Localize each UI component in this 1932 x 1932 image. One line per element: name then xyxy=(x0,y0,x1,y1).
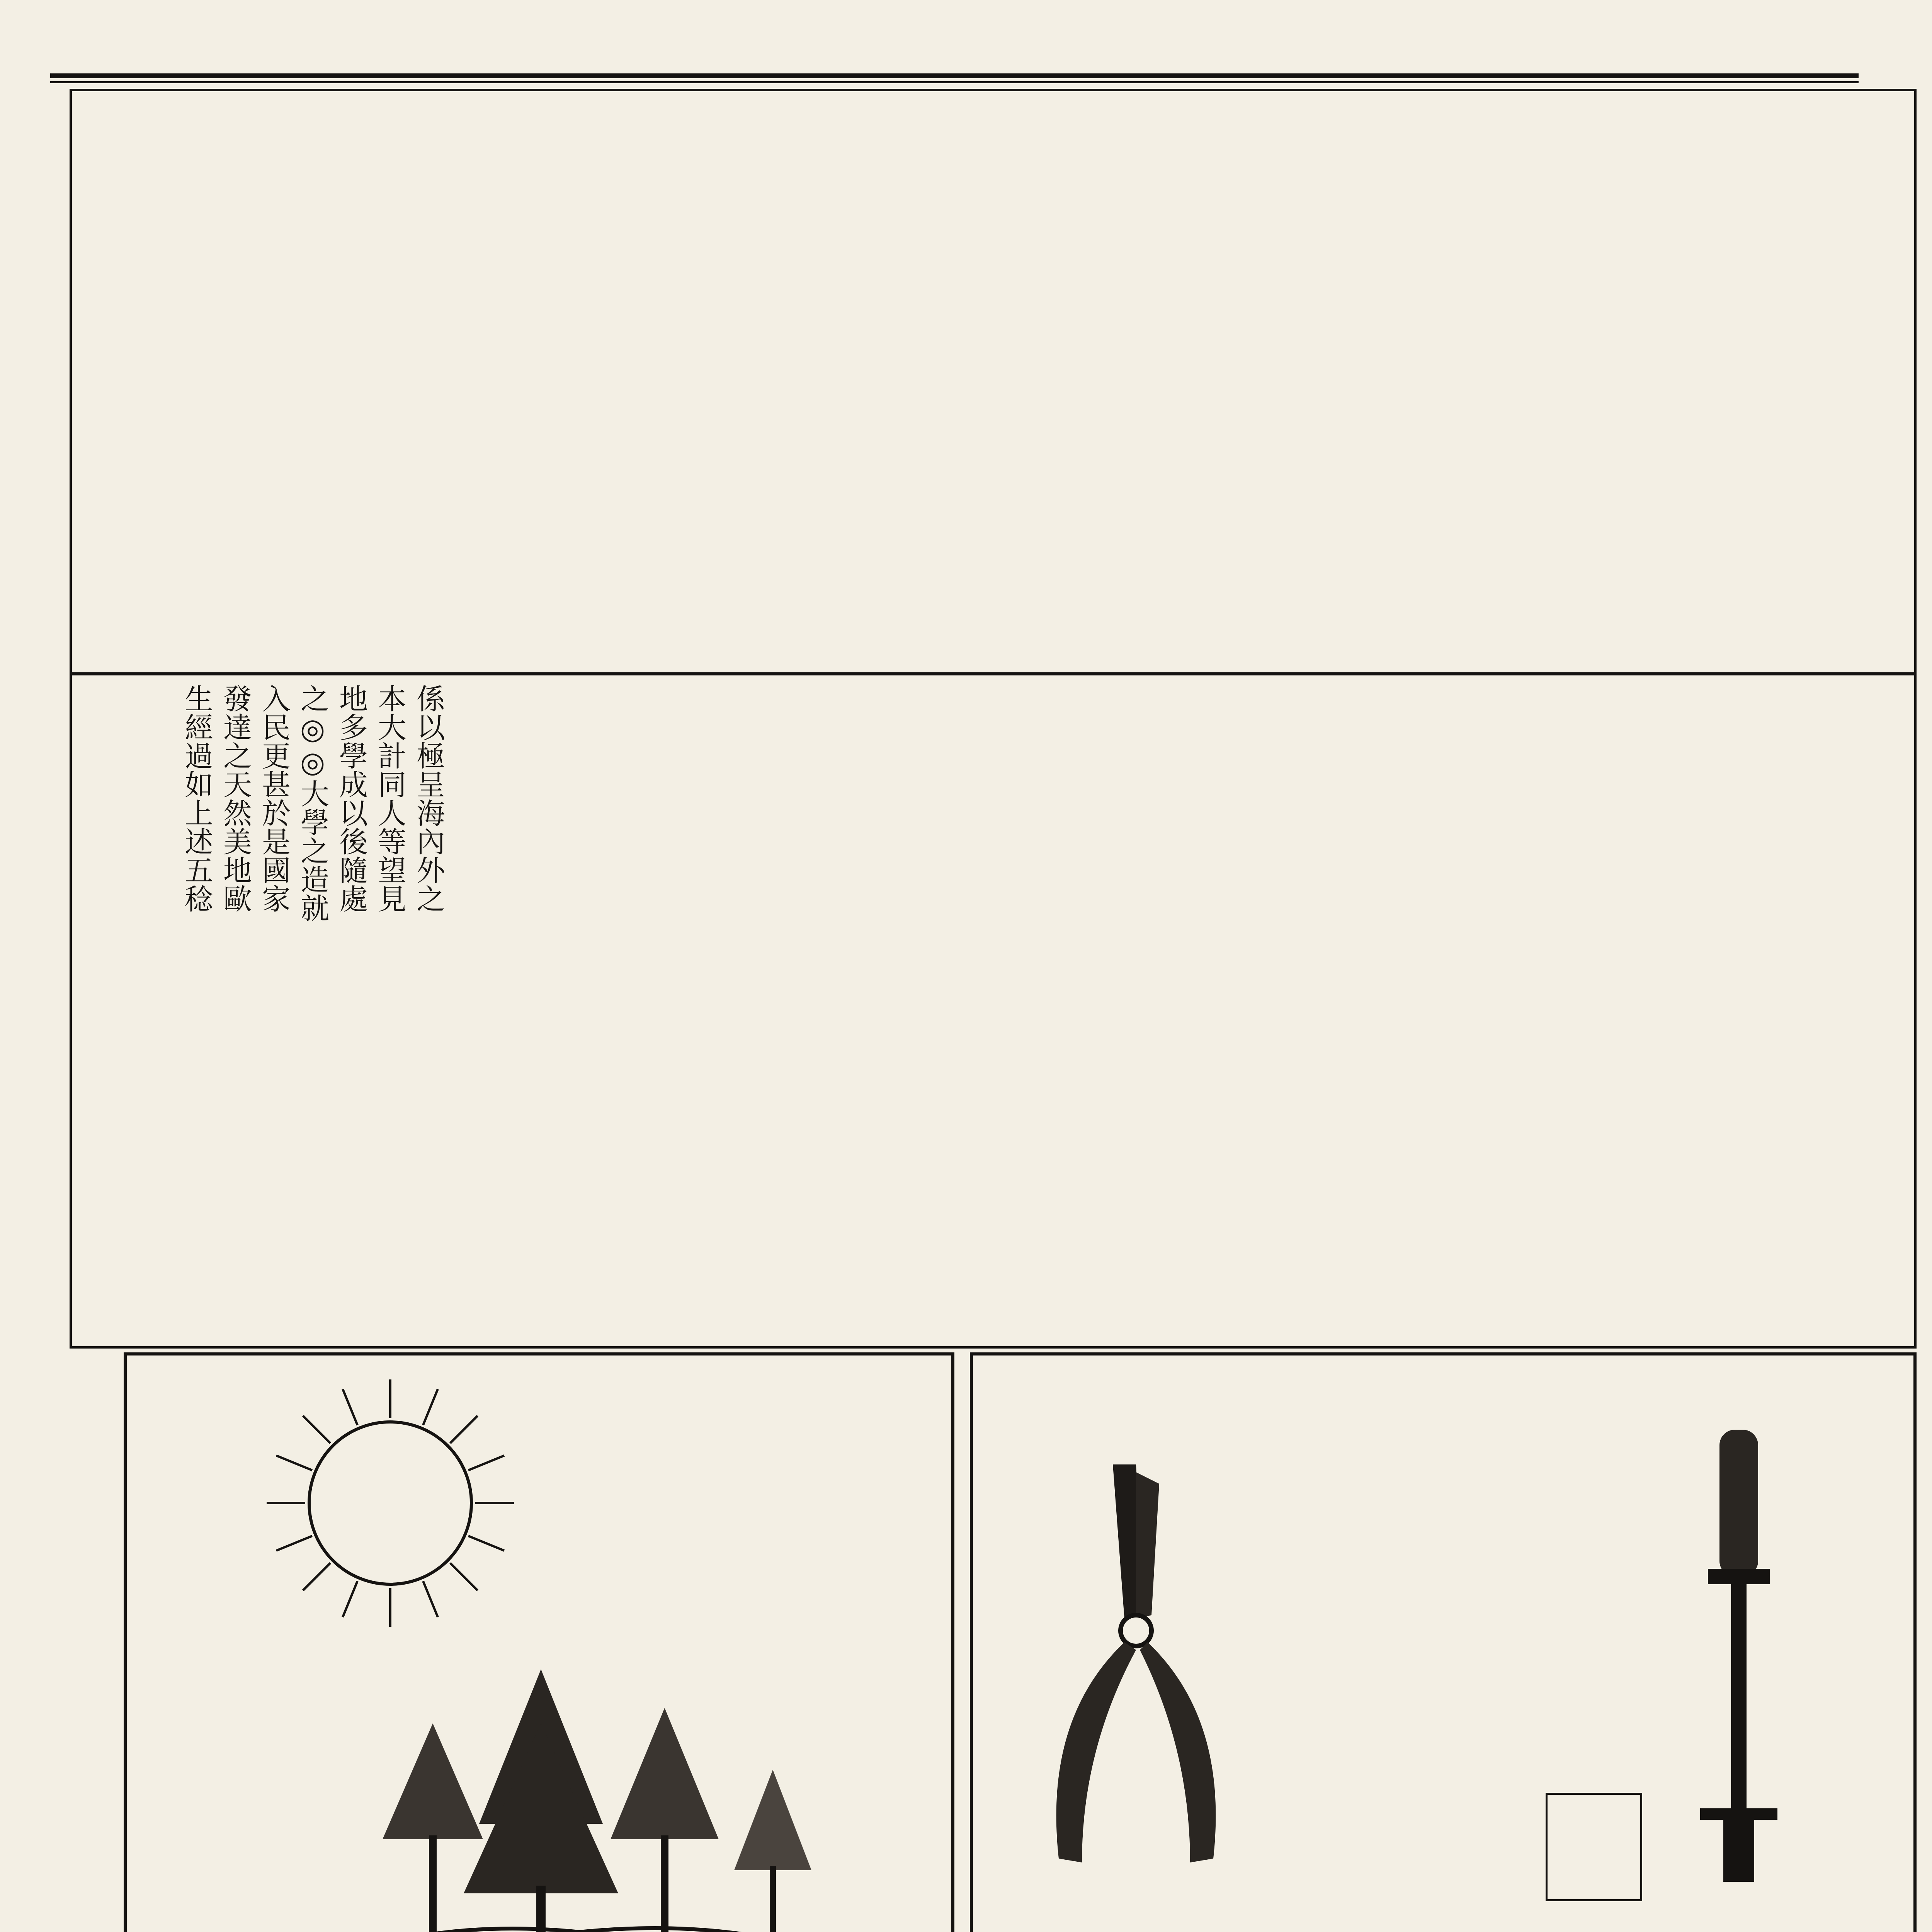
article-column xyxy=(1573,684,1613,1333)
article-column: 係以極呈海內外之 xyxy=(412,684,445,913)
article-column xyxy=(836,100,879,665)
article-column: 之◎◎大學之造就 xyxy=(296,684,329,922)
article-column xyxy=(645,684,685,1333)
hammer-icon xyxy=(1662,1422,1816,1909)
article-column xyxy=(570,100,614,665)
masthead xyxy=(0,0,1932,89)
article-column xyxy=(471,684,512,1333)
article-column xyxy=(637,100,680,665)
article-column xyxy=(105,100,148,665)
motto-box xyxy=(1546,1793,1642,1901)
article-column: 發達之天然美地歐 xyxy=(219,684,252,913)
price-list-2 xyxy=(185,1376,228,1723)
article-column xyxy=(1862,684,1903,1333)
article-column xyxy=(238,100,281,665)
article-column: 本大計同人等望見 xyxy=(373,684,406,913)
article-column xyxy=(504,100,547,665)
article-column xyxy=(1501,100,1544,665)
article-column xyxy=(903,100,946,665)
article-column xyxy=(703,684,743,1333)
article-column xyxy=(935,684,975,1333)
article-column xyxy=(703,100,747,665)
article-subhead xyxy=(1747,209,1797,402)
article-column xyxy=(1235,100,1278,665)
article-column xyxy=(1634,100,1677,665)
price-list-3 xyxy=(147,1797,189,1932)
article-column xyxy=(1225,684,1265,1333)
article-column xyxy=(877,684,917,1333)
article-column xyxy=(172,100,215,665)
article-headline xyxy=(1808,93,1866,665)
price-list-4 xyxy=(185,1797,228,1932)
article-column xyxy=(1109,684,1149,1333)
article-column xyxy=(1747,684,1787,1333)
article-column xyxy=(587,684,628,1333)
article-column xyxy=(1341,684,1381,1333)
article-column xyxy=(1368,100,1411,665)
article-column xyxy=(1804,684,1845,1333)
article-column xyxy=(1399,684,1439,1333)
article-column xyxy=(1689,684,1729,1333)
article-column xyxy=(1700,100,1743,665)
article-column xyxy=(1567,100,1611,665)
article-column xyxy=(1301,100,1345,665)
article-column xyxy=(1036,100,1079,665)
article-footer-note xyxy=(116,935,155,1321)
pliers-icon xyxy=(997,1449,1267,1893)
article-column xyxy=(304,100,348,665)
article-column: 生經過如上述五稔 xyxy=(180,684,213,913)
article-column xyxy=(1631,684,1671,1333)
article-column xyxy=(529,684,570,1333)
article-column: 地多學成以後隨處 xyxy=(335,684,368,913)
article-column: 入民更甚於是國家 xyxy=(257,684,291,913)
article-column xyxy=(1515,684,1555,1333)
article-column xyxy=(1457,684,1497,1333)
article-column xyxy=(371,100,414,665)
sun-badge-icon xyxy=(263,1376,518,1631)
article-column xyxy=(993,684,1033,1333)
article-column xyxy=(819,684,859,1333)
price-list-1 xyxy=(147,1376,189,1723)
article-column xyxy=(1102,100,1145,665)
article-column xyxy=(770,100,813,665)
article-column xyxy=(969,100,1012,665)
article-column xyxy=(1051,684,1091,1333)
article-column xyxy=(1283,684,1323,1333)
article-column xyxy=(1434,100,1478,665)
article-column xyxy=(437,100,481,665)
landscape-trees-icon xyxy=(270,1623,889,1932)
article-column xyxy=(1168,100,1212,665)
article-column xyxy=(1167,684,1207,1333)
article-byline xyxy=(1754,410,1793,657)
article-column xyxy=(761,684,801,1333)
